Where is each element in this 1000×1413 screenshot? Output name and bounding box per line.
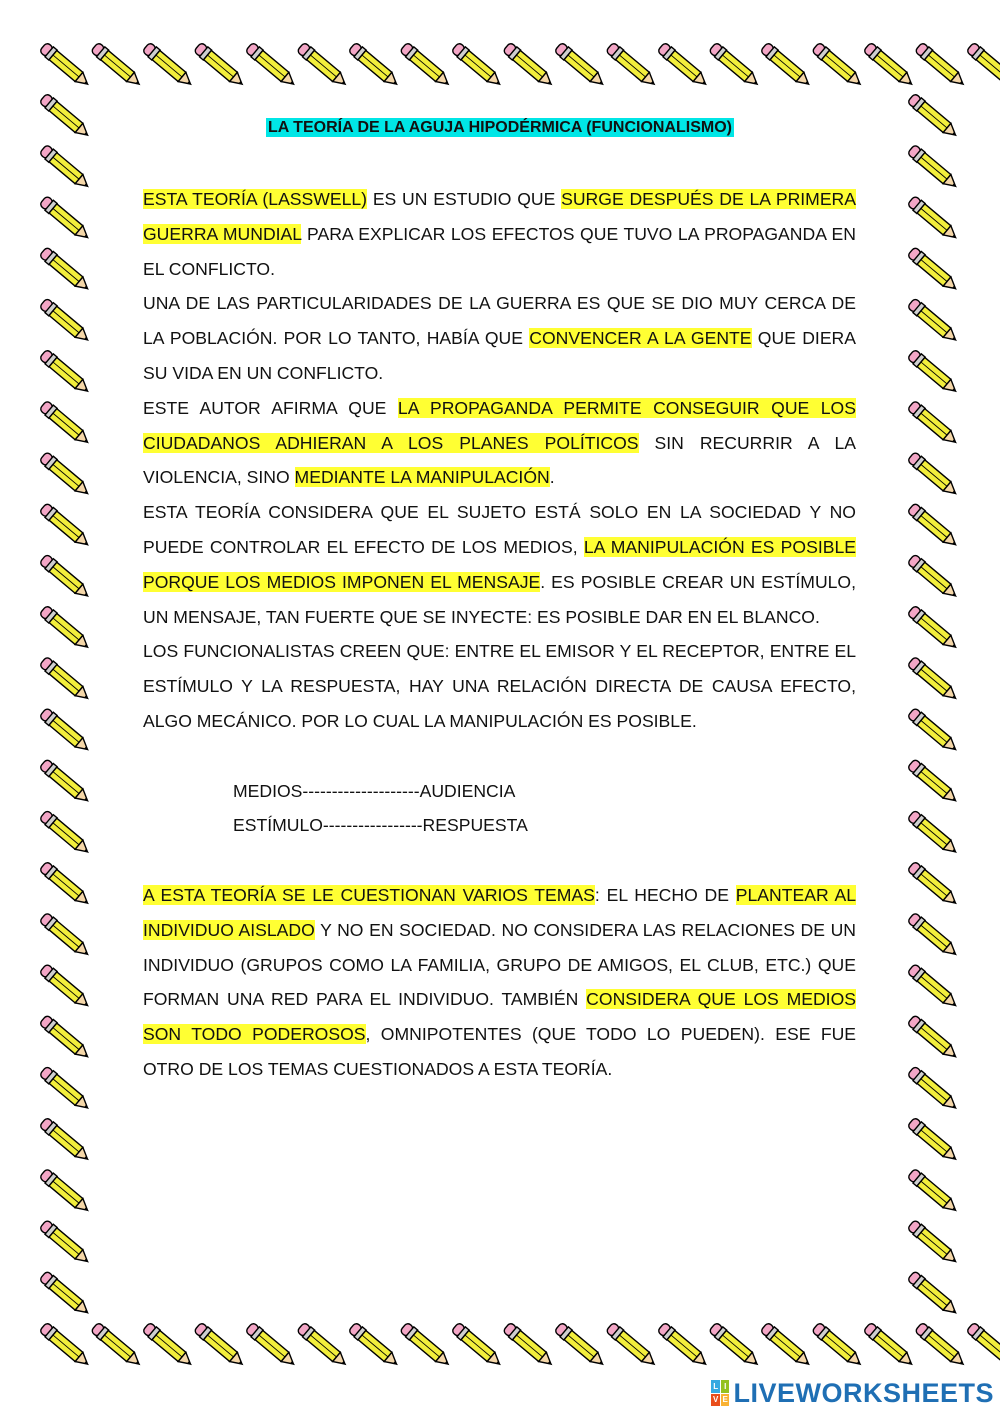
logo-letter: I <box>721 1380 730 1393</box>
pencil-icon <box>39 1117 93 1166</box>
text: UNA DE LAS PARTICULARIDADES DE LA GUERRA ES QUE SE DIO MUY CERCA DE LA POBLACIÓN. POR LO TANTO, HABÍA QUE <box>143 293 856 349</box>
pencil-icon <box>39 605 93 654</box>
pencil-icon <box>966 1322 1000 1371</box>
text: PARA EXPLICAR LOS EFECTOS QUE TUVO LA PROPAGANDA EN EL CONFLICTO. <box>143 223 857 279</box>
pencil-icon <box>760 42 814 91</box>
pencil-icon <box>39 810 93 859</box>
pencil-icon <box>907 246 961 295</box>
pencil-icon <box>39 502 93 551</box>
pencil-icon <box>296 42 350 91</box>
document-body <box>143 182 856 1087</box>
pencil-icon <box>39 298 93 347</box>
pencil-icon <box>39 1066 93 1115</box>
text: ES UN ESTUDIO QUE <box>367 189 562 209</box>
text: . <box>549 467 555 488</box>
paragraph-3 <box>143 391 856 495</box>
pencil-icon <box>907 656 961 705</box>
paragraph-2 <box>143 286 856 390</box>
pencil-icon <box>451 42 505 91</box>
highlight: SURGE DESPUÉS DE LA PRIMERA GUERRA MUNDIAL <box>143 189 856 244</box>
relation-medios-audiencia: MEDIOS--------------------AUDIENCIA <box>233 780 516 801</box>
page-title <box>0 119 1000 137</box>
pencil-icon <box>348 1322 402 1371</box>
text: ESTE AUTOR AFIRMA QUE <box>143 397 398 418</box>
highlight: LA PROPAGANDA PERMITE CONSEGUIR QUE LOS CIUDADANOS ADHIERAN A LOS PLANES POLÍTICOS <box>143 397 856 453</box>
paragraph-5 <box>143 634 856 738</box>
pencil-icon <box>39 144 93 193</box>
highlight: LA MANIPULACIÓN ES POSIBLE PORQUE LOS MEDIOS IMPONEN EL MENSAJE <box>143 536 856 592</box>
pencil-icon <box>90 1322 144 1371</box>
title-text: LA TEORÍA DE LA AGUJA HIPODÉRMICA (FUNCIONALISMO) <box>268 119 732 136</box>
pencil-icon <box>39 42 93 91</box>
paragraph-4 <box>143 495 856 634</box>
pencil-icon <box>39 554 93 603</box>
pencil-icon <box>142 1322 196 1371</box>
pencil-icon <box>554 1322 608 1371</box>
pencil-icon <box>502 1322 556 1371</box>
pencil-icon <box>605 42 659 91</box>
text: LOS FUNCIONALISTAS CREEN QUE: ENTRE EL EMISOR Y EL RECEPTOR, ENTRE EL ESTÍMULO Y LA RESPUESTA, HAY UNA RELACIÓN DIRECTA DE CAUSA EFECTO, ALGO MECÁNICO. POR LO CUAL LA MANIPULACIÓN ES POSIBLE. <box>143 641 856 731</box>
pencil-icon <box>907 912 961 961</box>
pencil-icon <box>907 502 961 551</box>
pencil-icon <box>502 42 556 91</box>
pencil-icon <box>39 246 93 295</box>
pencil-icon <box>907 1014 961 1063</box>
pencil-icon <box>245 1322 299 1371</box>
pencil-icon <box>907 554 961 603</box>
logo-badge <box>711 1380 729 1406</box>
pencil-icon <box>760 1322 814 1371</box>
pencil-icon <box>708 1322 762 1371</box>
pencil-icon <box>39 912 93 961</box>
paragraph-1 <box>143 182 856 286</box>
pencil-icon <box>907 605 961 654</box>
paragraph-6 <box>143 878 856 1087</box>
pencil-icon <box>296 1322 350 1371</box>
pencil-icon <box>907 963 961 1012</box>
relations-list <box>233 774 856 844</box>
pencil-icon <box>451 1322 505 1371</box>
pencil-icon <box>708 42 762 91</box>
pencil-icon <box>554 42 608 91</box>
pencil-icon <box>39 1219 93 1268</box>
highlight: A ESTA TEORÍA SE LE CUESTIONAN VARIOS TEMAS <box>143 884 595 905</box>
logo-letter: L <box>713 1381 719 1391</box>
pencil-icon <box>907 707 961 756</box>
pencil-icon <box>907 861 961 910</box>
pencil-icon <box>399 42 453 91</box>
pencil-icon <box>863 1322 917 1371</box>
pencil-icon <box>39 656 93 705</box>
logo-letter: E <box>722 1395 728 1405</box>
pencil-icon <box>907 349 961 398</box>
text: . ES POSIBLE CREAR UN ESTÍMULO, UN MENSAJE, TAN FUERTE QUE SE INYECTE: ES POSIBLE DAR EN EL BLANCO. <box>143 571 857 627</box>
pencil-icon <box>193 1322 247 1371</box>
pencil-icon <box>811 1322 865 1371</box>
text: : EL HECHO DE <box>594 884 736 905</box>
logo-text: LIVEWORKSHEETS <box>733 1377 994 1408</box>
pencil-icon <box>907 144 961 193</box>
pencil-icon <box>907 1219 961 1268</box>
pencil-icon <box>39 1168 93 1217</box>
pencil-icon <box>90 42 144 91</box>
pencil-icon <box>39 1322 93 1371</box>
pencil-icon <box>39 758 93 807</box>
pencil-icon <box>39 451 93 500</box>
pencil-icon <box>907 1168 961 1217</box>
pencil-icon <box>348 42 402 91</box>
highlight: PLANTEAR AL INDIVIDUO AISLADO <box>143 884 856 940</box>
pencil-icon <box>39 1014 93 1063</box>
pencil-icon <box>39 195 93 244</box>
highlight: MEDIANTE LA MANIPULACIÓN <box>294 467 550 488</box>
pencil-icon <box>193 42 247 91</box>
pencil-icon <box>39 963 93 1012</box>
pencil-icon <box>966 42 1000 91</box>
highlight: CONVENCER A LA GENTE <box>529 328 752 349</box>
highlight: ESTA TEORÍA (LASSWELL) <box>143 189 368 209</box>
pencil-icon <box>39 400 93 449</box>
relation-estimulo-respuesta: ESTÍMULO-----------------RESPUESTA <box>233 815 528 836</box>
pencil-icon <box>863 42 917 91</box>
pencil-icon <box>907 1270 961 1319</box>
text: Y NO EN SOCIEDAD. NO CONSIDERA LAS RELACIONES DE UN INDIVIDUO (GRUPOS COMO LA FAMILIA, GRUPO DE AMIGOS, EL CLUB, ETC.) QUE FORMAN UNA RED PARA EL INDIVIDUO. TAMBIÉN <box>143 919 857 1010</box>
pencil-icon <box>907 758 961 807</box>
text: SIN RECURRIR A LA VIOLENCIA, SINO <box>143 432 856 488</box>
text: QUE DIERA SU VIDA EN UN CONFLICTO. <box>143 328 856 383</box>
pencil-icon <box>399 1322 453 1371</box>
pencil-icon <box>907 195 961 244</box>
pencil-icon <box>914 42 968 91</box>
pencil-icon <box>907 451 961 500</box>
text: , OMNIPOTENTES (QUE TODO LO PUEDEN). ESE FUE OTRO DE LOS TEMAS CUESTIONADOS A ESTA TEORÍA. <box>143 1024 857 1079</box>
pencil-icon <box>907 1066 961 1115</box>
pencil-icon <box>245 42 299 91</box>
pencil-icon <box>39 861 93 910</box>
pencil-icon <box>142 42 196 91</box>
highlight: CONSIDERA QUE LOS MEDIOS SON TODO PODEROSOS <box>143 989 856 1045</box>
pencil-icon <box>907 400 961 449</box>
pencil-icon <box>907 810 961 859</box>
pencil-icon <box>811 42 865 91</box>
pencil-icon <box>907 1117 961 1166</box>
pencil-icon <box>39 349 93 398</box>
pencil-icon <box>657 1322 711 1371</box>
text: ESTA TEORÍA CONSIDERA QUE EL SUJETO ESTÁ SOLO EN LA SOCIEDAD Y NO PUEDE CONTROLAR EL EFECTO DE LOS MEDIOS, <box>143 502 856 557</box>
pencil-icon <box>914 1322 968 1371</box>
liveworksheets-logo <box>711 1377 994 1409</box>
pencil-icon <box>605 1322 659 1371</box>
pencil-icon <box>39 1270 93 1319</box>
pencil-icon <box>907 298 961 347</box>
pencil-icon <box>657 42 711 91</box>
logo-letter: V <box>713 1395 719 1405</box>
pencil-icon <box>39 707 93 756</box>
